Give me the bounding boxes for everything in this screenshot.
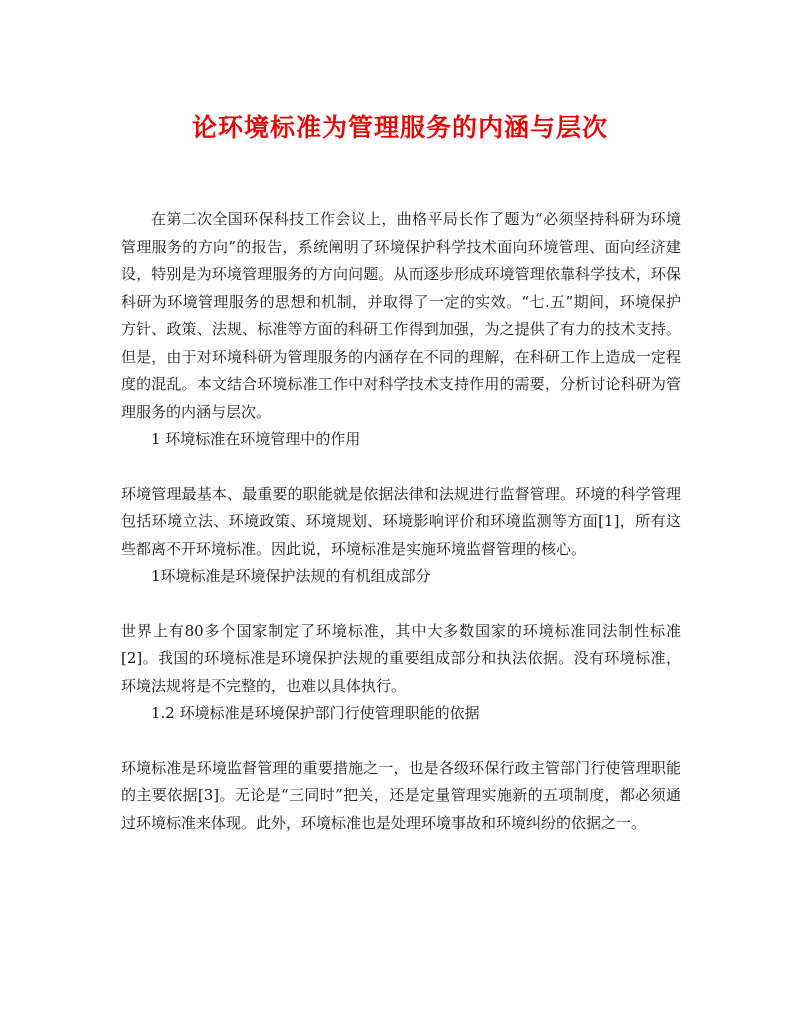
section-1-2-paragraph: 环境标准是环境监督管理的重要措施之一，也是各级环保行政主管部门行使管理职能的主要依据[3]。无论是“三同时”把关，还是定量管理实施新的五项制度，都必须通过环境标准来体现。此外，环境标准也是处理环境事故和环境纠纷的依据之一。 — [121, 758, 681, 832]
spacer — [121, 454, 681, 481]
document-body — [121, 206, 681, 837]
section-1-1-heading: 1环境标准是环境保护法规的有机组成部分 — [151, 567, 431, 585]
section-1-2-heading: 1.2 环境标准是环境保护部门行使管理职能的依据 — [151, 704, 480, 722]
section-1-1-paragraph: 世界上有80多个国家制定了环境标准，其中大多数国家的环境标准同法制性标准[2]。我国的环境标准是环境保护法规的重要组成部分和执法依据。没有环境标准，环境法规将是不完整的，也难以具体执行。 — [121, 621, 681, 695]
intro-paragraph: 在第二次全国环保科技工作会议上，曲格平局长作了题为“必须坚持科研为环境管理服务的方向”的报告，系统阐明了环境保护科学技术面向环境管理、面向经济建设，特别是为环境管理服务的方向问题。从而逐步形成环境管理依靠科学技术，环保科研为环境管理服务的思想和机制，并取得了一定的实效。“七.五”期间，环境保护方针、政策、法规、标准等方面的科研工作得到加强，为之提供了有力的技术支持。但是，由于对环境科研为管理服务的内涵存在不同的理解，在科研工作上造成一定程度的混乱。本文结合环境标准工作中对科学技术支持作用的需要，分析讨论科研为管理服务的内涵与层次。 — [121, 210, 681, 421]
section-1-paragraph: 环境管理最基本、最重要的职能就是依据法律和法规进行监督管理。环境的科学管理包括环境立法、环境政策、环境规划、环境影响评价和环境监测等方面[1]，所有这些都离不开环境标准。因此说，环境标准是实施环境监督管理的核心。 — [121, 484, 681, 558]
document-title: 论环境标准为管理服务的内涵与层次 — [191, 113, 608, 142]
spacer — [121, 591, 681, 618]
spacer — [121, 728, 681, 755]
section-1-heading: 1 环境标准在环境管理中的作用 — [151, 430, 361, 448]
